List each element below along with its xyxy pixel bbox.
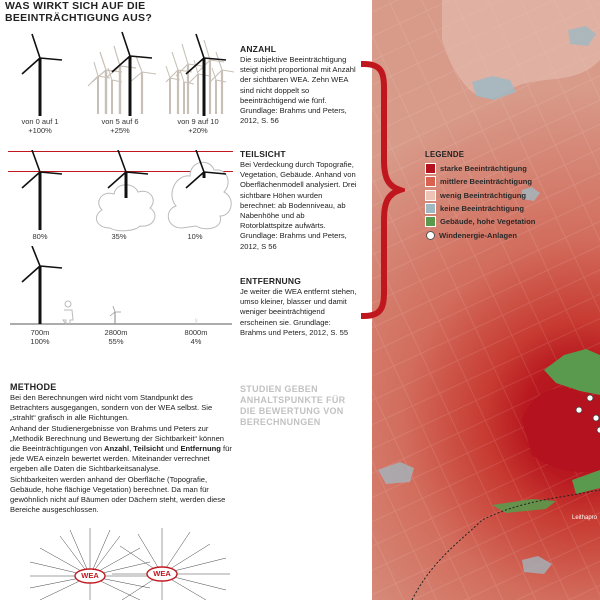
legend-swatch — [425, 203, 436, 214]
methode-text — [10, 393, 232, 515]
teilsicht-caption: 80% — [32, 232, 48, 241]
legend-item: starke Beeinträchtigung — [425, 162, 585, 175]
tree-icon — [168, 162, 231, 228]
anzahl-heading: ANZAHL — [240, 44, 277, 54]
methode-heading: METHODE — [10, 382, 57, 392]
wind-turbine-icon — [22, 150, 62, 230]
entfernung-illustration — [10, 246, 235, 326]
entfernung-caption: 2800m 55% — [104, 328, 128, 346]
entfernung-caption: 8000m 4% — [184, 328, 208, 346]
legend-swatch — [425, 163, 436, 174]
legend-item: Gebäude, hohe Vegetation — [425, 215, 585, 228]
legend-item: Windenergie-Anlagen — [425, 228, 585, 241]
legend-item: mittlere Beeinträchtigung — [425, 175, 585, 188]
legend-item: keine Beeinträchtigung — [425, 202, 585, 215]
map[interactable] — [372, 0, 600, 600]
entfernung-text: Je weiter die WEA entfernt stehen, umso kleiner, blasser und damit weniger beeinträchtigend erscheinen sie. Grundlage: Brahms und Peters, 2012, S. 55 — [240, 287, 357, 337]
page-title: WAS WIRKT SICH AUF DIE BEEINTRÄCHTIGUNG AUS? — [5, 0, 153, 24]
map-place-label: Leithapro — [572, 515, 598, 521]
anzahl-illustration — [10, 30, 235, 118]
legend-swatch — [425, 216, 436, 227]
turbine-group-10 — [166, 34, 234, 116]
methode-paragraph-3: Sichtbarkeiten werden anhand der Oberfläche (Topografie, Gebäude, hohe flächige Vegetation) berechnet. Da man für gewöhnlich nicht auf Bäumen oder Dächern steht, werden diese Bereiche ausgeschlossen. — [10, 474, 226, 515]
map-graphic — [372, 0, 600, 600]
anzahl-caption: von 9 auf 10 +20% — [177, 117, 219, 135]
legend-title: LEGENDE — [425, 150, 465, 159]
wind-turbine-icon — [22, 246, 62, 324]
teilsicht-heading: TEILSICHT — [240, 149, 286, 159]
teilsicht-caption: 10% — [187, 232, 203, 241]
anzahl-text: Die subjektive Beeinträchtigung steigt nicht proportional mit Anzahl der sichtbaren WEA. Zehn WEA sind nicht doppelt so beeinträchtigend wie fünf. Grundlage: Brahms und Peters, 2012, S. 56 — [240, 55, 356, 126]
anzahl-caption: von 0 auf 1 +100% — [21, 117, 59, 135]
legend-swatch — [425, 176, 436, 187]
wind-turbine-icon — [22, 34, 62, 116]
turbine-group-6 — [88, 32, 156, 116]
wind-turbine-icon — [195, 318, 198, 324]
methode-paragraph-2: Anhand der Studienergebnisse von Brahms und Peters zur „Methodik Berechnung und Bewertung der Sichtbarkeit“ können die Beeinträchtigungen von Anzahl, Teilsicht und Entfernung für jede WEA einzeln bewertet werden. Miteinander verrechnet ergeben alle Daten die Sichtbarkeitsanalyse. — [10, 423, 232, 474]
curly-bracket — [360, 60, 405, 320]
methode-paragraph-1: Bei den Berechnungen wird nicht vom Standpunkt des Betrachters ausgegangen, sondern von der WEA selbst. Sie „strahlt“ grafisch in alle Richtungen. — [10, 393, 213, 423]
entfernung-caption: 700m 100% — [30, 328, 50, 346]
studien-heading: STUDIEN GEBEN ANHALTSPUNKTE FÜR DIE BEWERTUNG VON BERECHNUNGEN — [240, 384, 346, 427]
teilsicht-caption: 35% — [111, 232, 127, 241]
wea-marker-icon — [426, 231, 435, 240]
legend — [425, 150, 585, 242]
wind-turbine-icon — [110, 306, 121, 324]
legend-item: wenig Beeinträchtigung — [425, 189, 585, 202]
radiation-diagram — [30, 528, 230, 600]
anzahl-caption: von 5 auf 6 +25% — [101, 117, 139, 135]
person-icon — [63, 301, 73, 324]
wea-label: WEA — [153, 569, 171, 578]
legend-swatch — [425, 190, 436, 201]
teilsicht-illustration — [10, 150, 235, 232]
teilsicht-text: Bei Verdeckung durch Topografie, Vegetation, Gebäude. Anhand von Oberflächenmodell analysiert. Drei sichtbare Höhen wurden berechnet: ab Bodenniveau, ab Nabenhöhe und ab Rotorblattspitze aufwärts. Grundlage: Brahms und Peters, 2012, S 56 — [240, 160, 357, 251]
wea-label: WEA — [81, 571, 99, 580]
entfernung-heading: ENTFERNUNG — [240, 276, 302, 286]
